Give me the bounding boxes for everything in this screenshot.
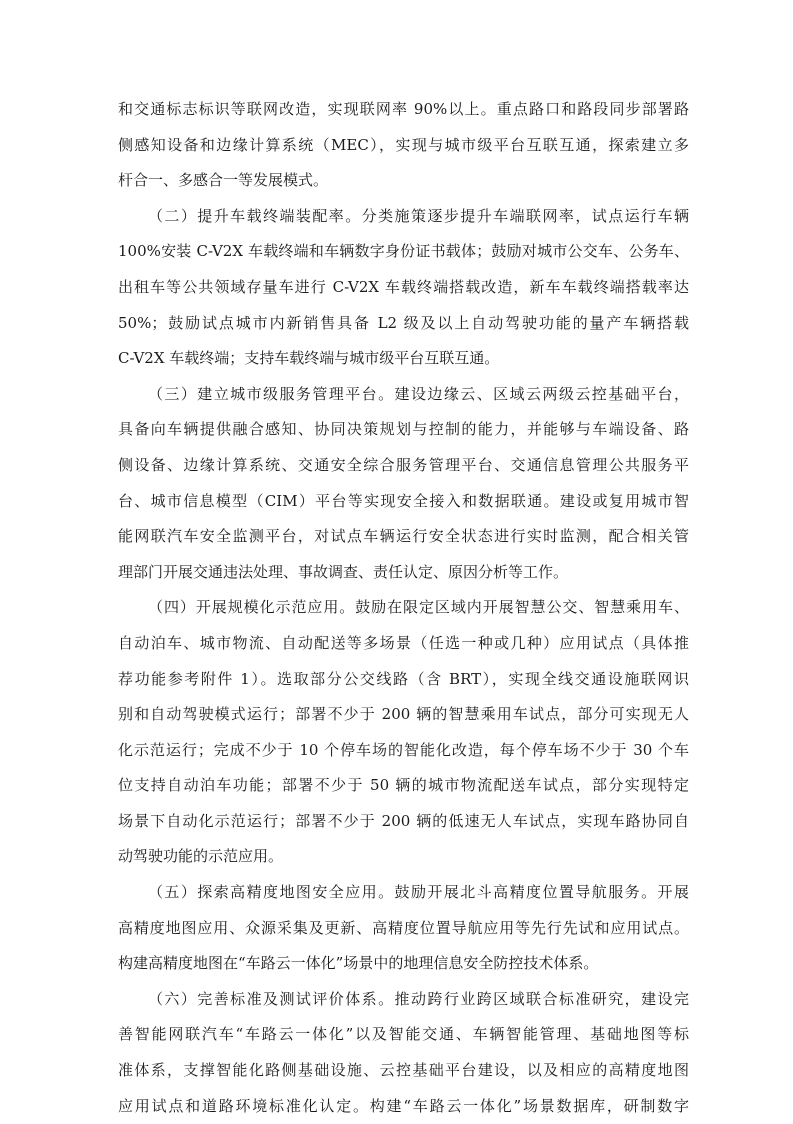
text-line: 侧设备、边缘计算系统、交通安全综合服务管理平台、交通信息管理公共服务平 (118, 455, 689, 474)
text-line: （四）开展规模化示范应用。鼓励在限定区域内开展智慧公交、智慧乘用车、 (148, 598, 689, 617)
text-line: 自动泊车、城市物流、自动配送等多场景（任选一种或几种）应用试点（具体推 (118, 633, 689, 652)
text-line: 理部门开展交通违法处理、事故调查、责任认定、原因分析等工作。 (118, 562, 569, 581)
text-line: 动驾驶功能的示范应用。 (118, 847, 284, 866)
text-line: 高精度地图应用、众源采集及更新、高精度位置导航应用等先行先试和应用试点。 (118, 918, 689, 937)
text-line: （六）完善标准及测试评价体系。推动跨行业跨区域联合标准研究，建设完 (148, 989, 689, 1008)
text-line: C-V2X 车载终端；支持车载终端与城市级平台互联互通。 (118, 349, 500, 368)
text-line: （二）提升车载终端装配率。分类施策逐步提升车端联网率，试点运行车辆 (148, 206, 689, 225)
paragraph (118, 377, 689, 591)
text-line: 杆合一、多感合一等发展模式。 (118, 171, 329, 190)
text-line: （三）建立城市级服务管理平台。建设边缘云、区域云两级云控基础平台， (148, 384, 689, 403)
text-line: 荐功能参考附件 1）。选取部分公交线路（含 BRT），实现全线交通设施联网识 (118, 669, 689, 688)
text-line: 场景下自动化示范运行；部署不少于 200 辆的低速无人车试点，实现车路协同自 (118, 811, 689, 830)
paragraph (118, 590, 689, 875)
text-line: 100%安装 C-V2X 车载终端和车辆数字身份证书载体；鼓励对城市公交车、公务车、 (118, 242, 689, 261)
paragraph (118, 92, 689, 199)
text-line: 侧感知设备和边缘计算系统（MEC），实现与城市级平台互联互通，探索建立多 (118, 135, 689, 154)
text-line: 应用试点和道路环境标准化认定。构建“车路云一体化”场景数据库，研制数字 (118, 1096, 689, 1115)
document-body (118, 92, 689, 1124)
text-line: 位支持自动泊车功能；部署不少于 50 辆的城市物流配送车试点，部分实现特定 (118, 776, 689, 795)
text-line: 善智能网联汽车“车路云一体化”以及智能交通、车辆智能管理、基础地图等标 (118, 1025, 689, 1044)
text-line: 和交通标志标识等联网改造，实现联网率 90%以上。重点路口和路段同步部署路 (118, 100, 689, 118)
text-line: 台、城市信息模型（CIM）平台等实现安全接入和数据联通。建设或复用城市智 (118, 491, 689, 510)
paragraph (118, 875, 689, 982)
text-line: 别和自动驾驶模式运行；部署不少于 200 辆的智慧乘用车试点，部分可实现无人 (118, 705, 689, 724)
paragraph (118, 982, 689, 1124)
text-line: 具备向车辆提供融合感知、协同决策规划与控制的能力，并能够与车端设备、路 (118, 420, 689, 439)
text-line: 出租车等公共领域存量车进行 C-V2X 车载终端搭载改造，新车车载终端搭载率达 (118, 277, 689, 296)
paragraph (118, 199, 689, 377)
text-line: 化示范运行；完成不少于 10 个停车场的智能化改造，每个停车场不少于 30 个车 (118, 740, 689, 759)
text-line: 准体系，支撑智能化路侧基础设施、云控基础平台建设，以及相应的高精度地图 (118, 1061, 689, 1080)
text-line: 能网联汽车安全监测平台，对试点车辆运行安全状态进行实时监测，配合相关管 (118, 527, 689, 546)
text-line: 50%；鼓励试点城市内新销售具备 L2 级及以上自动驾驶功能的量产车辆搭载 (118, 313, 689, 332)
text-line: 构建高精度地图在“车路云一体化”场景中的地理信息安全防控技术体系。 (118, 954, 599, 973)
text-line: （五）探索高精度地图安全应用。鼓励开展北斗高精度位置导航服务。开展 (148, 883, 689, 902)
